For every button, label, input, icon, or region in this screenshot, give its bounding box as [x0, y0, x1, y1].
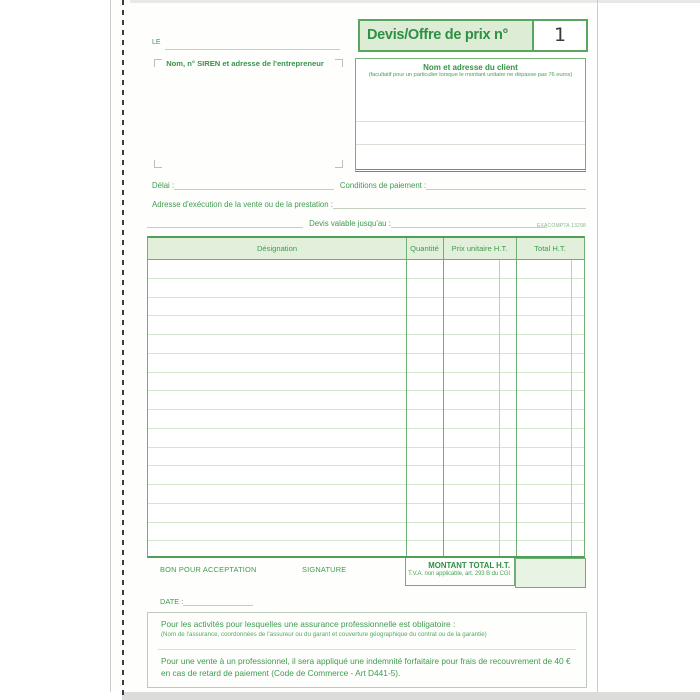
- table-row: [148, 429, 584, 448]
- table-row: [148, 354, 584, 373]
- valable-label: Devis valable jusqu'au :: [309, 219, 391, 228]
- table-row: [148, 523, 584, 542]
- late-fee-notice: Pour une vente à un professionnel, il sera appliqué une indemnité forfaitaire pour frais de recouvrement de 40 € en cas de retard de paiement (Code de Commerce - Art D441-5).: [161, 656, 571, 679]
- montant-total-label: MONTANT TOTAL H.T.: [428, 561, 510, 570]
- photo-top-edge: [130, 0, 700, 3]
- legal-divider-line: [158, 649, 576, 650]
- table-row: [148, 448, 584, 467]
- table-header-row: [148, 238, 584, 260]
- entrepreneur-address-label: Nom, n° SIREN et adresse de l'entrepreneur: [166, 59, 324, 68]
- delai-fill-line: [174, 180, 334, 190]
- table-row: [148, 391, 584, 410]
- printer-reference-code: EXACOMPTA 13298: [536, 223, 586, 229]
- date-prefix-label: LE: [152, 39, 161, 46]
- bracket-bottom-right: [335, 160, 343, 168]
- column-header-designation: Désignation: [256, 244, 298, 253]
- table-row: [148, 335, 584, 354]
- client-box-subtitle: (facultatif pour un particulier lorsque le montant unitaire ne dépasse pas 76 euros): [368, 72, 573, 78]
- table-row: [148, 410, 584, 429]
- conditions-label: Conditions de paiement :: [339, 181, 427, 190]
- adresse-label: Adresse d'exécution de la vente ou de la prestation :: [152, 200, 333, 209]
- conditions-fill-line: [426, 180, 586, 190]
- bracket-top-right: [335, 59, 343, 67]
- table-row: [148, 373, 584, 392]
- table-row: [148, 279, 584, 298]
- column-header-quantite: Quantité: [410, 244, 439, 253]
- assurance-title: Pour les activités pour lesquelles une assurance professionnelle est obligatoire :: [161, 619, 456, 629]
- date-fill-line: [165, 40, 340, 50]
- column-divider: [516, 238, 517, 556]
- client-box-ruled-line: [356, 144, 585, 145]
- date-label: DATE :: [160, 597, 184, 606]
- column-header-prix-unitaire: Prix unitaire H.T.: [451, 244, 508, 253]
- client-box-ruled-line: [356, 121, 585, 122]
- adresse-continuation-line: [147, 218, 303, 228]
- column-header-total: Total H.T.: [534, 244, 566, 253]
- sheet-left-edge: [110, 0, 111, 692]
- date-fill-line-bottom: [183, 596, 253, 606]
- perforation-dashed-line: [122, 0, 124, 700]
- cents-divider: [571, 260, 572, 556]
- client-box-title: Nom et adresse du client: [423, 63, 518, 72]
- photo-bottom-edge: [122, 692, 700, 700]
- cents-divider: [499, 260, 500, 556]
- table-row: [148, 504, 584, 523]
- column-divider: [443, 238, 444, 556]
- montant-total-label-box: [405, 558, 515, 586]
- bon-pour-acceptation-label: BON POUR ACCEPTATION: [160, 565, 257, 574]
- table-row: [148, 298, 584, 317]
- table-row: [148, 485, 584, 504]
- table-row: [148, 316, 584, 335]
- client-address-box: [355, 58, 586, 172]
- signature-label: SIGNATURE: [302, 565, 347, 574]
- adresse-fill-line: [333, 199, 586, 209]
- table-row: [148, 260, 584, 279]
- adresse-row: [152, 199, 586, 209]
- quote-number: 1: [532, 21, 586, 50]
- table-body: [148, 260, 584, 560]
- column-divider: [406, 238, 407, 556]
- delai-conditions-row: [152, 180, 586, 190]
- quote-title: Devis/Offre de prix n°: [367, 27, 509, 43]
- delai-label: Délai :: [152, 181, 175, 190]
- table-row: [148, 466, 584, 485]
- date-row: [160, 596, 253, 606]
- bracket-bottom-left: [154, 160, 162, 168]
- quote-title-box: [358, 19, 588, 52]
- montant-total-value-cell: [515, 558, 586, 588]
- legal-notices-box: [147, 612, 587, 688]
- sheet-right-edge: [597, 0, 598, 692]
- quote-items-table: [147, 236, 585, 558]
- assurance-subtitle: (Nom de l'assurance, coordonnées de l'assureur ou du garant et couverture géographique du contrat ou de la garantie): [161, 631, 487, 638]
- tva-note: T.V.A. non applicable, art. 293 B du CGI: [408, 571, 510, 577]
